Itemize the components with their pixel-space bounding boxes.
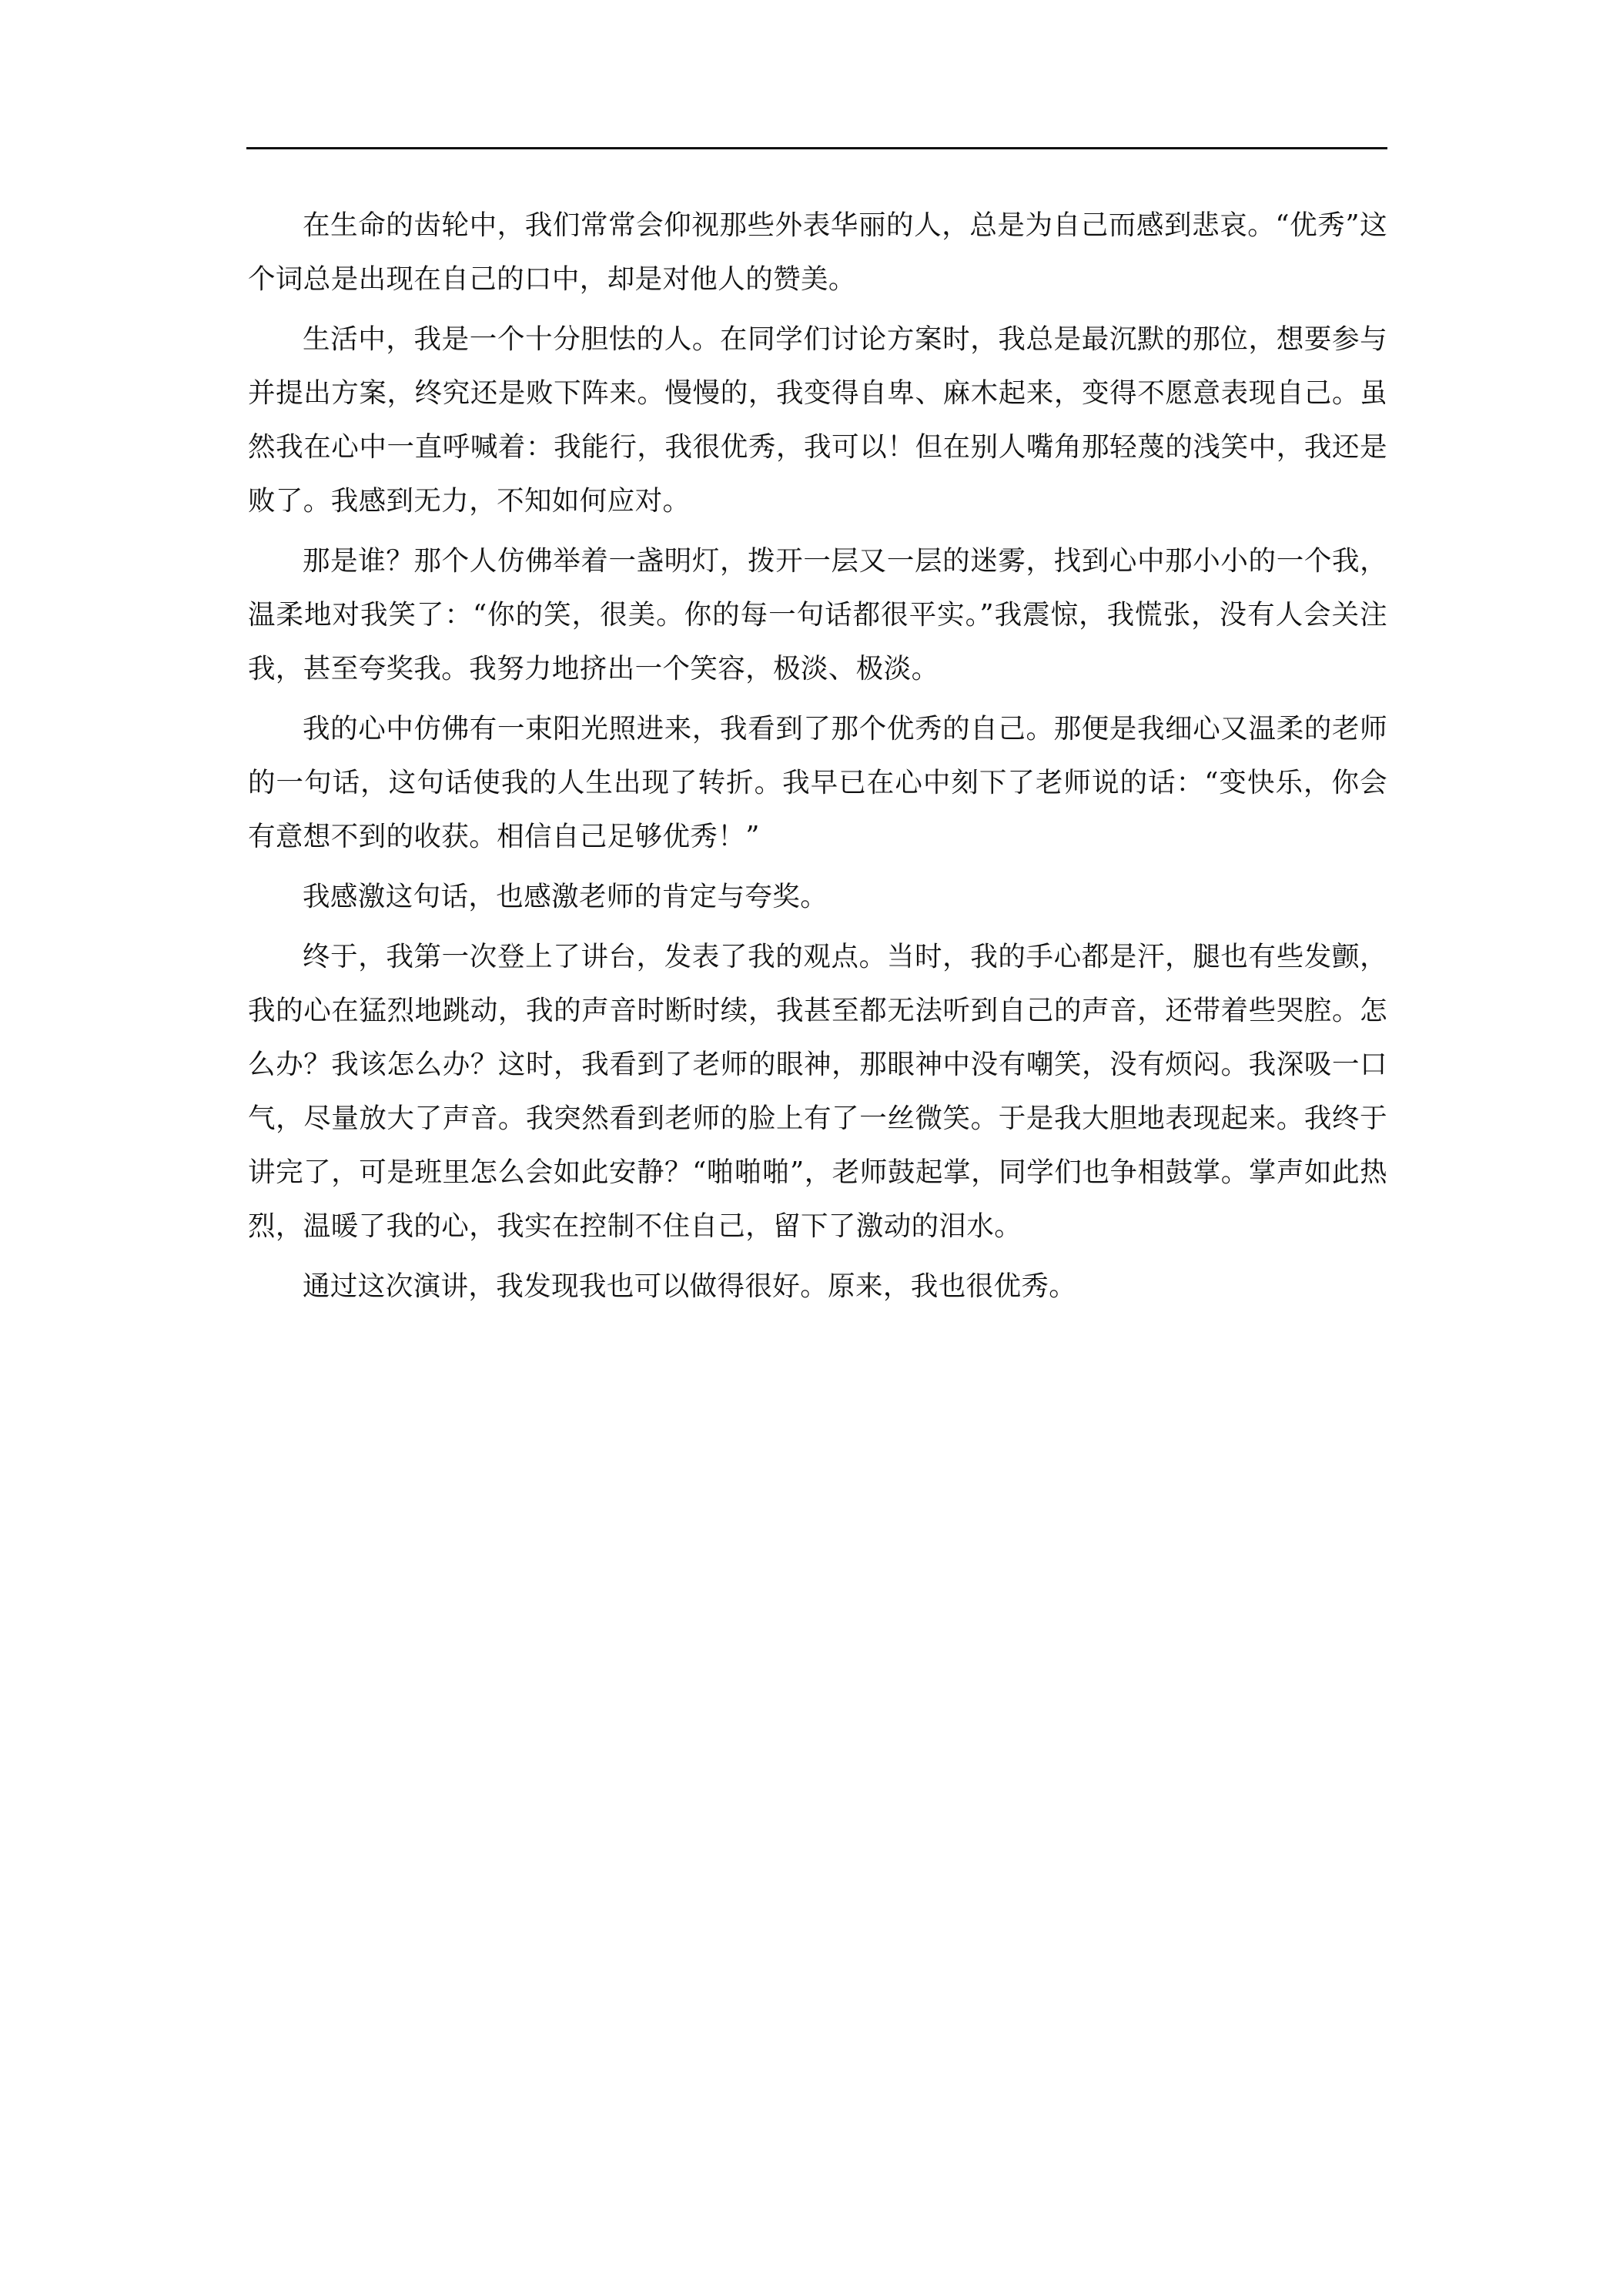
paragraph-1: 在生命的齿轮中，我们常常会仰视那些外表华丽的人，总是为自己而感到悲哀。“优秀”这个词总是出现在自己的口中，却是对他人的赞美。 (248, 209, 1387, 295)
paragraph-6: 终于，我第一次登上了讲台，发表了我的观点。当时，我的手心都是汗，腿也有些发颤，我的心在猛烈地跳动，我的声音时断时续，我甚至都无法听到自己的声音，还带着些哭腔。怎么办？我该怎么办？这时，我看到了老师的眼神，那眼神中没有嘲笑，没有烦闷。我深吸一口气，尽量放大了声音。我突然看到老师的脸上有了一丝微笑。于是我大胆地表现起来。我终于讲完了，可是班里怎么会如此安静？“啪啪啪”，老师鼓起掌，同学们也争相鼓掌。掌声如此热烈，温暖了我的心，我实在控制不住自己，留下了激动的泪水。 (248, 941, 1387, 1242)
essay-body (248, 199, 1387, 1320)
paragraph-3: 那是谁？那个人仿佛举着一盏明灯，拨开一层又一层的迷雾，找到心中那小小的一个我，温柔地对我笑了：“你的笑，很美。你的每一句话都很平实。”我震惊，我慌张，没有人会关注我，甚至夸奖我。我努力地挤出一个笑容，极淡、极淡。 (248, 545, 1387, 684)
paragraph-2: 生活中，我是一个十分胆怯的人。在同学们讨论方案时，我总是最沉默的那位，想要参与并提出方案，终究还是败下阵来。慢慢的，我变得自卑、麻木起来，变得不愿意表现自己。虽然我在心中一直呼喊着：我能行，我很优秀，我可以！但在别人嘴角那轻蔑的浅笑中，我还是败了。我感到无力，不知如何应对。 (248, 323, 1387, 517)
paragraph-5: 我感激这句话，也感激老师的肯定与夸奖。 (303, 881, 828, 912)
paragraph-4: 我的心中仿佛有一束阳光照进来，我看到了那个优秀的自己。那便是我细心又温柔的老师的一句话，这句话使我的人生出现了转折。我早已在心中刻下了老师说的话：“变快乐，你会有意想不到的收获。相信自己足够优秀！” (248, 713, 1387, 852)
paragraph-7: 通过这次演讲，我发现我也可以做得很好。原来，我也很优秀。 (303, 1270, 1077, 1302)
header-rule (246, 147, 1387, 149)
